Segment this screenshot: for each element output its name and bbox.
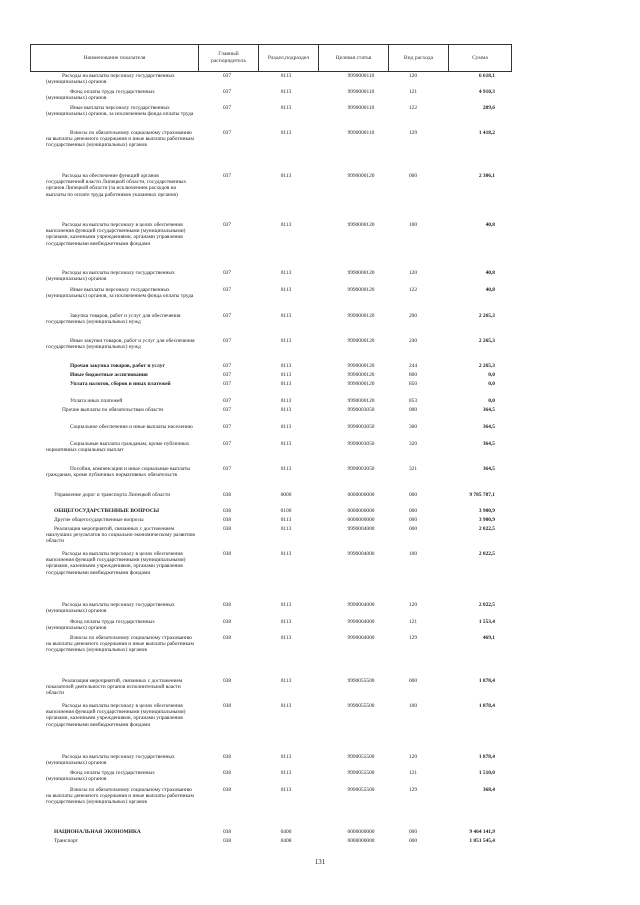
row-sum: 2 265,3	[478, 338, 495, 344]
row-name: Иные выплаты персоналу государственных (муниципальных) органов, за исключением фонда оплаты труда	[46, 105, 194, 118]
row-target-article: 9990000120	[347, 372, 375, 378]
table-header	[30, 44, 512, 72]
row-target-article: 9990055500	[347, 787, 375, 793]
row-razdel: 0113	[280, 89, 292, 95]
row-expense-type: 200	[408, 313, 418, 319]
row-name: Расходы на выплаты персоналу государственных (муниципальных) органов	[46, 602, 175, 615]
row-grbs: 037	[222, 372, 232, 378]
row-sum: 469,1	[482, 635, 495, 641]
row-name: Расходы на выплаты персоналу государственных (муниципальных) органов	[46, 73, 175, 86]
row-expense-type: 000	[408, 678, 418, 684]
row-grbs: 037	[222, 89, 232, 95]
row-razdel: 0113	[280, 678, 292, 684]
row-target-article: 0000000000	[347, 492, 375, 498]
row-target-article: 9990055500	[347, 703, 375, 709]
row-sum: 3 900,9	[478, 517, 495, 523]
row-grbs: 037	[222, 130, 232, 136]
row-razdel: 0408	[280, 838, 292, 844]
row-target-article: 9990055500	[347, 770, 375, 776]
row-razdel: 0113	[280, 73, 292, 79]
row-sum: 9 464 141,9	[469, 829, 495, 835]
row-name: Расходы на выплаты персоналу государственных (муниципальных) органов	[46, 754, 175, 767]
row-razdel: 0113	[280, 363, 292, 369]
row-sum: 2 265,3	[478, 363, 495, 369]
row-name: НАЦИОНАЛЬНАЯ ЭКОНОМИКА	[54, 829, 141, 835]
row-grbs: 038	[222, 619, 232, 625]
row-razdel: 0113	[280, 398, 292, 404]
row-grbs: 037	[222, 313, 232, 319]
row-sum: 364,5	[482, 424, 495, 430]
row-name: Фонд оплаты труда государственных (муниципальных) органов	[46, 770, 155, 783]
row-target-article: 9990000120	[347, 338, 375, 344]
row-grbs: 037	[222, 338, 232, 344]
row-target-article: 9990000120	[347, 287, 375, 293]
row-target-article: 0000000000	[347, 517, 375, 523]
row-sum: 2 022,5	[478, 602, 495, 608]
row-name: Закупка товаров, работ и услуг для обеспечения государственных (муниципальных) нужд	[46, 313, 181, 326]
row-razdel: 0000	[280, 492, 292, 498]
row-sum: 40,8	[485, 287, 495, 293]
row-target-article: 9990004000	[347, 619, 375, 625]
row-target-article: 0000000000	[347, 508, 375, 514]
row-grbs: 038	[222, 508, 232, 514]
row-razdel: 0113	[280, 372, 292, 378]
row-sum: 4 910,3	[478, 89, 495, 95]
row-sum: 1 878,4	[478, 754, 495, 760]
row-sum: 40,8	[485, 270, 495, 276]
page-number: 131	[314, 858, 326, 866]
row-name: Социальные выплаты гражданам, кроме публичных нормативных социальных выплат	[46, 441, 190, 454]
row-name: Реализация мероприятий, связанных с достижением показателей деятельности органов исполнительной власти области	[46, 678, 183, 697]
row-sum: 9 785 787,1	[469, 492, 495, 498]
row-grbs: 038	[222, 829, 232, 835]
row-sum: 364,5	[482, 407, 495, 413]
row-name: Взносы по обязательному социальному страхованию на выплаты денежного содержания и иные выплаты работникам государственных (муниципальных) органов	[46, 787, 194, 806]
row-razdel: 0100	[280, 508, 292, 514]
row-sum: 289,6	[482, 105, 495, 111]
row-razdel: 0113	[280, 381, 292, 387]
row-razdel: 0113	[280, 619, 292, 625]
row-razdel: 0113	[280, 466, 292, 472]
row-name: Транспорт	[54, 838, 79, 844]
row-expense-type: 244	[408, 363, 418, 369]
row-target-article: 9990000110	[347, 130, 375, 136]
row-target-article: 9990055500	[347, 754, 375, 760]
row-razdel: 0113	[280, 526, 292, 532]
row-sum: 2 022,5	[478, 551, 495, 557]
row-target-article: 9990004000	[347, 526, 375, 532]
row-razdel: 0113	[280, 130, 292, 136]
row-target-article: 9990000120	[347, 270, 375, 276]
row-target-article: 9990000110	[347, 105, 375, 111]
row-sum: 1 510,0	[478, 770, 495, 776]
row-grbs: 038	[222, 602, 232, 608]
row-grbs: 038	[222, 838, 232, 844]
row-grbs: 038	[222, 551, 232, 557]
row-expense-type: 800	[408, 372, 418, 378]
row-expense-type: 129	[408, 635, 418, 641]
row-grbs: 038	[222, 703, 232, 709]
row-grbs: 038	[222, 678, 232, 684]
row-name: Прочая закупка товаров, работ и услуг	[70, 363, 165, 369]
row-grbs: 038	[222, 526, 232, 532]
row-expense-type: 120	[408, 754, 418, 760]
row-name: Прочие выплаты по обязательствам области	[62, 407, 164, 413]
row-name: Расходы на выплаты персоналу в целях обеспечения выполнения функций государственными (муниципальными) органами, казенными учреждениями, органами управления государственными внебюджетными фондами	[46, 551, 186, 576]
row-name: Иные закупки товаров, работ и услуг для обеспечения государственных (муниципальных) нужд	[46, 338, 195, 351]
row-sum: 0,0	[488, 398, 495, 404]
row-expense-type: 121	[408, 619, 418, 625]
row-target-article: 9990000120	[347, 173, 375, 179]
row-target-article: 9990003050	[347, 466, 375, 472]
row-target-article: 9990000120	[347, 222, 375, 228]
row-grbs: 038	[222, 787, 232, 793]
row-target-article: 9990000120	[347, 381, 375, 387]
row-sum: 2 022,5	[478, 526, 495, 532]
header-razdel: Раздел,подраздел	[258, 45, 318, 71]
row-razdel: 0113	[280, 424, 292, 430]
row-name: ОБЩЕГОСУДАРСТВЕННЫЕ ВОПРОСЫ	[54, 508, 160, 514]
row-grbs: 037	[222, 73, 232, 79]
row-razdel: 0113	[280, 407, 292, 413]
row-expense-type: 240	[408, 338, 418, 344]
row-sum: 1 878,4	[478, 703, 495, 709]
row-razdel: 0113	[280, 287, 292, 293]
row-target-article: 9990004000	[347, 602, 375, 608]
row-name: Расходы на выплаты персоналу в целях обеспечения выполнения функций государственными (муниципальными) органами, казенными учреждениями, органами управления государственными внебюджетными фондами	[46, 703, 186, 728]
row-name: Уплата иных платежей	[70, 398, 123, 404]
row-grbs: 037	[222, 398, 232, 404]
row-sum: 0,0	[488, 372, 495, 378]
row-grbs: 037	[222, 173, 232, 179]
header-sum: Сумма	[448, 45, 512, 71]
row-target-article: 9990004000	[347, 551, 375, 557]
row-grbs: 037	[222, 466, 232, 472]
row-target-article: 9990003050	[347, 407, 375, 413]
row-target-article: 9990004000	[347, 635, 375, 641]
row-razdel: 0400	[280, 829, 292, 835]
row-expense-type: 000	[408, 526, 418, 532]
row-sum: 6 618,1	[478, 73, 495, 79]
row-expense-type: 129	[408, 130, 418, 136]
row-expense-type: 121	[408, 89, 418, 95]
row-name: Расходы на выплаты персоналу государственных (муниципальных) органов	[46, 270, 175, 283]
row-name: Фонд оплаты труда государственных (муниципальных) органов	[46, 89, 155, 102]
row-sum: 2 306,1	[478, 173, 495, 179]
row-grbs: 038	[222, 635, 232, 641]
row-razdel: 0113	[280, 517, 292, 523]
row-razdel: 0113	[280, 551, 292, 557]
row-sum: 364,5	[482, 441, 495, 447]
row-razdel: 0113	[280, 313, 292, 319]
row-name: Иные выплаты персоналу государственных (муниципальных) органов, за исключением фонда оплаты труда	[46, 287, 194, 300]
row-expense-type: 853	[408, 398, 418, 404]
row-sum: 1 878,4	[478, 678, 495, 684]
row-name: Управление дорог и транспорта Липецкой области	[54, 492, 171, 498]
row-sum: 40,8	[485, 222, 495, 228]
row-expense-type: 129	[408, 787, 418, 793]
row-sum: 0,0	[488, 381, 495, 387]
row-target-article: 9990000110	[347, 89, 375, 95]
header-target-article: Целевая статья	[318, 45, 388, 71]
row-expense-type: 000	[408, 508, 418, 514]
row-grbs: 037	[222, 407, 232, 413]
row-expense-type: 000	[408, 407, 418, 413]
row-target-article: 0000000000	[347, 829, 375, 835]
row-expense-type: 000	[408, 829, 418, 835]
header-grbs: Главный распорядитель	[198, 45, 258, 71]
row-name: Пособия, компенсации и иные социальные выплаты гражданам, кроме публичных нормативных обязательств	[46, 466, 191, 479]
row-sum: 1 851 545,4	[469, 838, 495, 844]
row-name: Социальное обеспечение и иные выплаты населению	[70, 424, 193, 430]
row-expense-type: 300	[408, 424, 418, 430]
row-grbs: 038	[222, 517, 232, 523]
row-expense-type: 000	[408, 173, 418, 179]
row-grbs: 037	[222, 424, 232, 430]
header-name: Наименование показателя	[30, 45, 198, 71]
row-grbs: 037	[222, 270, 232, 276]
row-target-article: 9990055500	[347, 678, 375, 684]
row-sum: 1 553,4	[478, 619, 495, 625]
row-name: Иные бюджетные ассигнования	[70, 372, 148, 378]
row-grbs: 037	[222, 287, 232, 293]
row-grbs: 038	[222, 492, 232, 498]
row-name: Реализация мероприятий, связанных с достижением наилучших результатов по социально-экономическому развитию области	[46, 526, 196, 545]
row-razdel: 0113	[280, 770, 292, 776]
header-expense-type: Вид расхода	[388, 45, 448, 71]
row-razdel: 0113	[280, 787, 292, 793]
row-expense-type: 000	[408, 517, 418, 523]
row-razdel: 0113	[280, 338, 292, 344]
row-razdel: 0113	[280, 703, 292, 709]
row-expense-type: 320	[408, 441, 418, 447]
row-name: Взносы по обязательному социальному страхованию на выплаты денежного содержания и иные выплаты работникам государственных (муниципальных) органов	[46, 635, 194, 654]
row-razdel: 0113	[280, 222, 292, 228]
row-expense-type: 120	[408, 602, 418, 608]
row-grbs: 037	[222, 441, 232, 447]
row-target-article: 9990000120	[347, 363, 375, 369]
row-sum: 364,5	[482, 466, 495, 472]
row-name: Взносы по обязательному социальному страхованию на выплаты денежного содержания и иные выплаты работникам государственных (муниципальных) органов	[46, 130, 194, 149]
row-target-article: 9990000120	[347, 398, 375, 404]
row-expense-type: 321	[408, 466, 418, 472]
row-name: Расходы на обеспечение функций органов государственной власти Липецкой области, государственных органов Липецкой области (за исключением расходов на выплаты по оплате труда работников указанных органов)	[46, 173, 187, 198]
row-expense-type: 100	[408, 551, 418, 557]
row-target-article: 9990003050	[347, 424, 375, 430]
row-target-article: 0000000000	[347, 838, 375, 844]
row-expense-type: 120	[408, 270, 418, 276]
row-expense-type: 100	[408, 222, 418, 228]
row-razdel: 0113	[280, 602, 292, 608]
row-razdel: 0113	[280, 441, 292, 447]
row-grbs: 037	[222, 222, 232, 228]
row-sum: 368,4	[482, 787, 495, 793]
row-grbs: 037	[222, 363, 232, 369]
row-expense-type: 122	[408, 287, 418, 293]
row-grbs: 037	[222, 105, 232, 111]
row-expense-type: 000	[408, 492, 418, 498]
row-razdel: 0113	[280, 173, 292, 179]
row-razdel: 0113	[280, 635, 292, 641]
row-name: Уплата налогов, сборов и иных платежей	[70, 381, 171, 387]
row-expense-type: 120	[408, 73, 418, 79]
row-expense-type: 122	[408, 105, 418, 111]
row-expense-type: 121	[408, 770, 418, 776]
row-razdel: 0113	[280, 105, 292, 111]
row-target-article: 9990003050	[347, 441, 375, 447]
row-name: Фонд оплаты труда государственных (муниципальных) органов	[46, 619, 155, 632]
row-grbs: 038	[222, 770, 232, 776]
row-razdel: 0113	[280, 270, 292, 276]
row-target-article: 9990000120	[347, 313, 375, 319]
row-razdel: 0113	[280, 754, 292, 760]
row-grbs: 038	[222, 754, 232, 760]
row-name: Расходы на выплаты персоналу в целях обеспечения выполнения функций государственными (муниципальными) органами, казенными учреждениями, органами управления государственными внебюджетными фондами	[46, 222, 186, 247]
row-sum: 3 900,9	[478, 508, 495, 514]
row-expense-type: 100	[408, 703, 418, 709]
row-name: Другие общегосударственные вопросы	[54, 517, 144, 523]
row-target-article: 9990000110	[347, 73, 375, 79]
row-expense-type: 850	[408, 381, 418, 387]
row-expense-type: 000	[408, 838, 418, 844]
row-sum: 2 265,3	[478, 313, 495, 319]
row-sum: 1 418,2	[478, 130, 495, 136]
row-grbs: 037	[222, 381, 232, 387]
